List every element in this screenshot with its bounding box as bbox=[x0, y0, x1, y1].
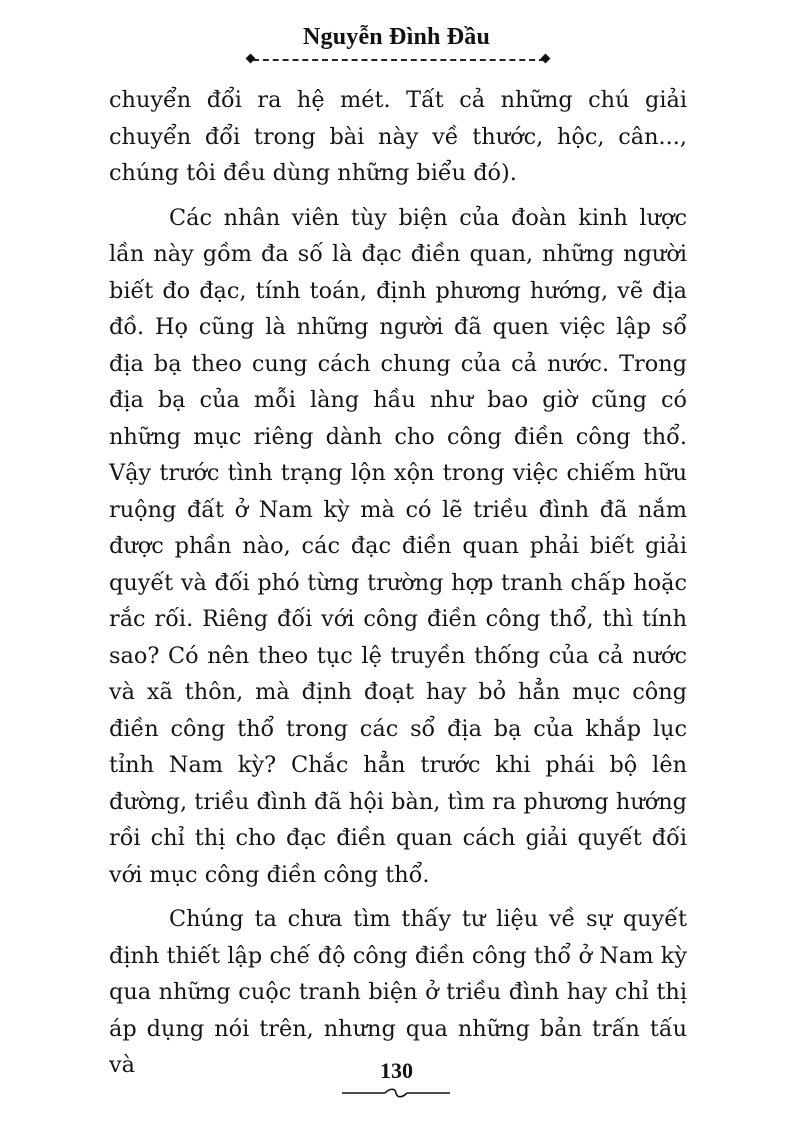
header-dashed-rule bbox=[253, 59, 545, 61]
page-folio bbox=[0, 1058, 793, 1084]
header-ornament-right-dot bbox=[541, 54, 551, 64]
paragraph-continuation: chuyển đổi ra hệ mét. Tất cả những chú giải chuyển đổi trong bài này về thước, hộc, cân..., chúng tôi đều dùng những biểu đó). bbox=[109, 87, 687, 186]
footer-ornament bbox=[340, 1087, 452, 1099]
running-head bbox=[0, 24, 793, 51]
author-name: Nguyễn Đình Đầu bbox=[302, 24, 491, 50]
body-text bbox=[109, 82, 687, 1092]
paragraph: Các nhân viên tùy biện của đoàn kinh lược lần này gồm đa số là đạc điền quan, những người biết đo đạc, tính toán, định phương hướng, vẽ địa đồ. Họ cũng là những người đã quen việc lập sổ địa bạ theo cung cách chung của cả nước. Trong địa bạ của mỗi làng hầu như bao giờ cũng có những mục riêng dành cho công điền công thổ. Vậy trước tình trạng lộn xộn trong việc chiếm hữu ruộng đất ở Nam kỳ mà có lẽ triều đình đã nắm được phần nào, các đạc điền quan phải biết giải quyết và đối phó từng trường hợp tranh chấp hoặc rắc rối. Riêng đối với công điền công thổ, thì tính sao? Có nên theo tục lệ truyền thống của cả nước và xã thôn, mà định đoạt hay bỏ hẳn mục công điền công thổ trong các sổ địa bạ của khắp lục tỉnh Nam kỳ? Chắc hẳn trước khi phái bộ lên đường, triều đình đã hội bàn, tìm ra phương hướng rồi chỉ thị cho đạc điền quan cách giải quyết đối với mục công điền công thổ. bbox=[109, 204, 687, 888]
page-number: 130 bbox=[380, 1058, 413, 1083]
paragraph: Chúng ta chưa tìm thấy tư liệu về sự quyết định thiết lập chế độ công điền công thổ ở Nam kỳ qua những cuộc tranh biện ở triều đình hay chỉ thị áp dụng nói trên, nhưng qua những bản trấn tấu và bbox=[109, 906, 687, 1078]
